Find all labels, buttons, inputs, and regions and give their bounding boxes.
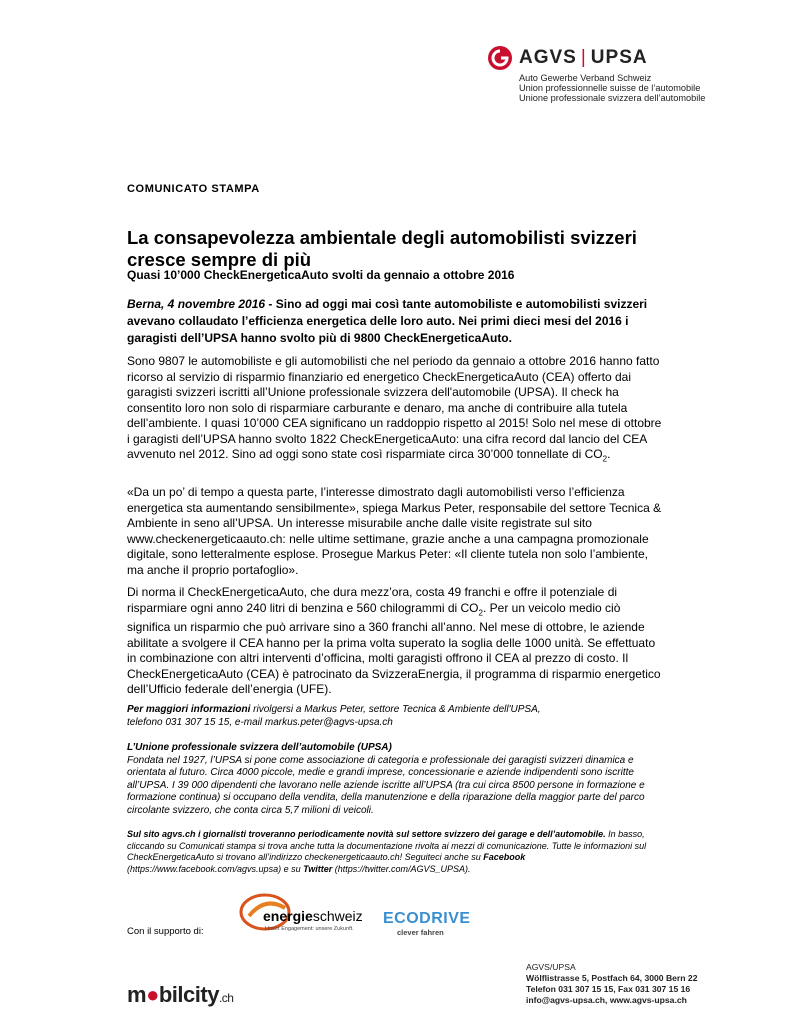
ecodrive-logo xyxy=(383,910,483,940)
contact-heading: Per maggiori informazioni xyxy=(127,704,251,715)
press-info: Sul sito agvs.ch i giornalisti troveranno periodicamente novità sul settore svizzero dei garage e dell’automobile. In basso, cliccando su Comunicati stampa si trova anche tutta la documentazione rivolta ai mezzi di comunicazione. Tutte le informazioni sul CheckEnergeticaAuto si trovano all’indirizzo checkenergeticaauto.ch! Seguiteci anche su Facebook (https://www.facebook.com/agvs.upsa) e su Twitter (https://twitter.com/AGVS_UPSA). xyxy=(127,829,647,874)
agvs-subtitle-fr: Union professionnelle suisse de l’automobile xyxy=(519,83,701,93)
agvs-brand-name: AGVS | UPSA xyxy=(519,47,648,68)
energieschweiz-logo xyxy=(229,886,379,944)
document-type-label: COMUNICATO STAMPA xyxy=(127,183,260,195)
footer-web[interactable]: info@agvs-upsa.ch, www.agvs-upsa.ch xyxy=(526,995,687,1005)
footer-street: Wölflistrasse 5, Postfach 64, 3000 Bern 22 xyxy=(526,973,698,983)
agvs-emblem-icon xyxy=(487,45,513,71)
lead-paragraph xyxy=(127,296,667,347)
support-label: Con il supporto di: xyxy=(127,926,204,937)
energie-tagline: Unser Engagement: unsere Zukunft. xyxy=(265,926,354,932)
agvs-subtitle-it: Unione professionale svizzera dell’automobile xyxy=(519,93,706,103)
ecodrive-tagline: clever fahren xyxy=(397,928,444,937)
agvs-logo xyxy=(487,45,727,105)
about-text: Fondata nel 1927, l’UPSA si pone come associazione di categoria e professionale dei garagisti svizzeri dinamica e orientata al futuro. Circa 4000 piccole, medie e grandi imprese, concessionarie e aziende indipendenti sono iscritte all’UPSA. I 39 000 dipendenti che lavorano nelle aziende iscritte all’UPSA (tra cui circa 8500 persone in formazione e formazione continua) si occupano della vendita, della manutenzione e della riparazione della maggior parte del parco circolante svizzero, che conta circa 5,7 milioni di veicoli. xyxy=(127,754,645,816)
contact-details: telefono 031 307 15 15, e-mail markus.peter@agvs-upsa.ch xyxy=(127,717,393,728)
about-section xyxy=(127,742,667,817)
twitter-link[interactable]: Twitter xyxy=(303,863,333,874)
facebook-link[interactable]: Facebook xyxy=(483,852,526,862)
about-heading: L’Unione professionale svizzera dell’automobile (UPSA) xyxy=(127,742,392,753)
page-title: La consapevolezza ambientale degli automobilisti svizzeri cresce sempre di più xyxy=(127,227,637,270)
page-subtitle: Quasi 10’000 CheckEnergeticaAuto svolti da gennaio a ottobre 2016 xyxy=(127,268,515,282)
footer-phone: Telefon 031 307 15 15, Fax 031 307 15 16 xyxy=(526,984,691,994)
contact-info: Per maggiori informazioni rivolgersi a Markus Peter, settore Tecnica & Ambiente dell'UPSA, telefono 031 307 15 15, e-mail markus.peter@agvs-upsa.ch xyxy=(127,704,541,728)
energie-wordmark: energieschweiz xyxy=(263,908,363,924)
body-paragraph-3: Di norma il CheckEnergeticaAuto, che dura mezz’ora, costa 49 franchi e offre il potenziale di risparmiare ogni anno 240 litri di benzina e 560 chilogrammi di $CO_2$. Per un veicolo medio ciò significa un risparmio che può arrivare sino a 360 franchi all’anno. Nel mese di ottobre, le aziende abilitate a svolgere il CEA hanno per la prima volta superato la soglia delle 1000 unità. Se effettuato in combinazione con altri interventi d’officina, molti garagisti offrono il CEA al prezzo di costo. Il CheckEnergeticaAuto (CEA) è patrocinato da SvizzeraEnergia, il programma di risparmio energetico dell’Ufficio federale dell’energia (UFE). xyxy=(127,585,661,697)
lead-date: Berna, 4 novembre 2016 xyxy=(127,297,266,311)
mobilcity-dot-icon: ● xyxy=(146,982,159,1007)
footer-address xyxy=(526,962,697,1006)
agvs-subtitle-de: Auto Gewerbe Verband Schweiz xyxy=(519,73,652,83)
ecodrive-wordmark: ECODRIVE xyxy=(383,910,471,927)
body-paragraph-2: «Da un po’ di tempo a questa parte, l’interesse dimostrato dagli automobilisti verso l’efficienza energetica sta aumentando sensibilmente», spiega Markus Peter, responsabile del settore Tecnica & Ambiente in seno all’UPSA. Un interesse misurabile anche dalle visite registrate sul sito www.checkenergeticaauto.ch: nelle ultime settimane, grazie anche a una campagna promozionale digitale, sono letteralmente esplose. Prosegue Markus Peter: «Il cliente tutela non solo l’ambiente, ma anche il proprio portafoglio». xyxy=(127,485,662,577)
lead-text: - Sino ad oggi mai così tante automobiliste e automobilisti svizzeri avevano collaudato l’efficienza energetica delle loro auto. Nei primi dieci mesi del 2016 i garagisti dell’UPSA hanno svolto più di 9800 CheckEnergeticaAuto. xyxy=(127,297,648,345)
footer-org: AGVS/UPSA xyxy=(526,962,576,972)
mobilcity-logo: m●bilcity.ch xyxy=(127,982,234,1007)
body-paragraph-1: Sono 9807 le automobiliste e gli automobilisti che nel periodo da gennaio a ottobre 2016 hanno fatto ricorso al servizio di risparmio finanziario ed energetico CheckEnergeticaAuto (CEA) offerto dai garagisti svizzeri iscritti all’Unione professionale svizzera dell'automobile (UPSA). Il check ha consentito loro non solo di risparmiare carburante e denaro, ma anche di contribuire alla tutela dell’ambiente. I quasi 10’000 CEA significano un raddoppio rispetto al 2015! Solo nel mese di ottobre i garagisti dell’UPSA hanno svolto 1822 CheckEnergeticaAuto: una cifra record dal lancio del CEA avvenuto nel 2012. Sino ad oggi sono state così risparmiate circa 30’000 tonnellate di $CO_2$. xyxy=(127,354,662,464)
